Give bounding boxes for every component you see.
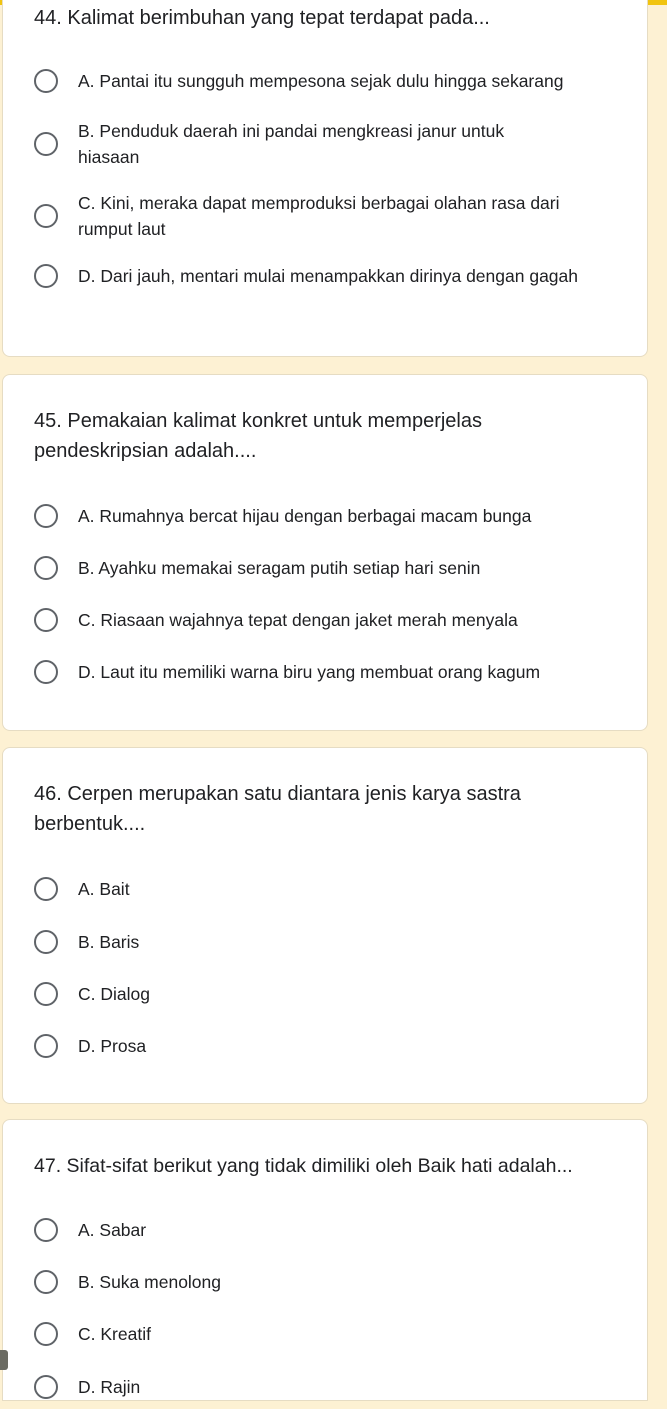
question-text: 47. Sifat-sifat berikut yang tidak dimiliki oleh Baik hati adalah... [34, 1155, 573, 1177]
option-label: C. Dialog [78, 984, 150, 1004]
option-b[interactable] [34, 118, 627, 170]
option-label: C. Kreatif [78, 1324, 151, 1344]
option-c[interactable] [34, 607, 627, 633]
radio-icon[interactable] [34, 204, 58, 228]
option-d[interactable] [34, 1374, 627, 1400]
option-a[interactable] [34, 503, 627, 529]
radio-icon[interactable] [34, 556, 58, 580]
option-d[interactable] [34, 263, 627, 289]
question-card-44 [2, 0, 648, 357]
scrollbar-handle[interactable] [0, 1350, 8, 1370]
question-text: 46. Cerpen merupakan satu diantara jenis karya sastra berbentuk.... [34, 783, 521, 835]
option-c[interactable] [34, 981, 627, 1007]
radio-icon[interactable] [34, 1375, 58, 1399]
radio-icon[interactable] [34, 982, 58, 1006]
option-b[interactable] [34, 555, 627, 581]
option-a[interactable] [34, 1217, 627, 1243]
radio-icon[interactable] [34, 1034, 58, 1058]
option-label: A. Rumahnya bercat hijau dengan berbagai macam bunga [78, 506, 532, 526]
option-label: D. Rajin [78, 1377, 141, 1397]
radio-icon[interactable] [34, 1322, 58, 1346]
question-text: 44. Kalimat berimbuhan yang tepat terdapat pada... [34, 7, 490, 29]
radio-icon[interactable] [34, 264, 58, 288]
radio-icon[interactable] [34, 877, 58, 901]
option-label: A. Pantai itu sungguh mempesona sejak dulu hingga sekarang [78, 71, 564, 91]
radio-icon[interactable] [34, 132, 58, 156]
option-label: B. Ayahku memakai seragam putih setiap hari senin [78, 558, 481, 578]
option-label: B. Suka menolong [78, 1272, 222, 1292]
option-label: C. Riasaan wajahnya tepat dengan jaket merah menyala [78, 610, 518, 630]
option-b[interactable] [34, 929, 627, 955]
option-label: A. Bait [78, 879, 130, 899]
question-text: 45. Pemakaian kalimat konkret untuk memperjelas pendeskripsian adalah.... [34, 410, 482, 462]
radio-icon[interactable] [34, 660, 58, 684]
radio-icon[interactable] [34, 608, 58, 632]
option-c[interactable] [34, 190, 627, 242]
option-b[interactable] [34, 1269, 627, 1295]
option-d[interactable] [34, 659, 627, 685]
option-c[interactable] [34, 1321, 627, 1347]
radio-icon[interactable] [34, 69, 58, 93]
option-label: B. Baris [78, 932, 140, 952]
option-label: B. Penduduk daerah ini pandai mengkreasi janur untuk hiasaan [78, 121, 505, 167]
question-card-45 [2, 374, 648, 731]
radio-icon[interactable] [34, 1270, 58, 1294]
option-d[interactable] [34, 1033, 627, 1059]
option-label: D. Dari jauh, mentari mulai menampakkan dirinya dengan gagah [78, 266, 578, 286]
option-label: C. Kini, meraka dapat memproduksi berbagai olahan rasa dari rumput laut [78, 193, 560, 239]
option-label: D. Laut itu memiliki warna biru yang membuat orang kagum [78, 662, 541, 682]
question-card-47 [2, 1119, 648, 1401]
option-label: A. Sabar [78, 1220, 147, 1240]
option-label: D. Prosa [78, 1036, 147, 1056]
radio-icon[interactable] [34, 1218, 58, 1242]
radio-icon[interactable] [34, 930, 58, 954]
question-card-46 [2, 747, 648, 1104]
radio-icon[interactable] [34, 504, 58, 528]
option-a[interactable] [34, 876, 627, 902]
option-a[interactable] [34, 68, 627, 94]
